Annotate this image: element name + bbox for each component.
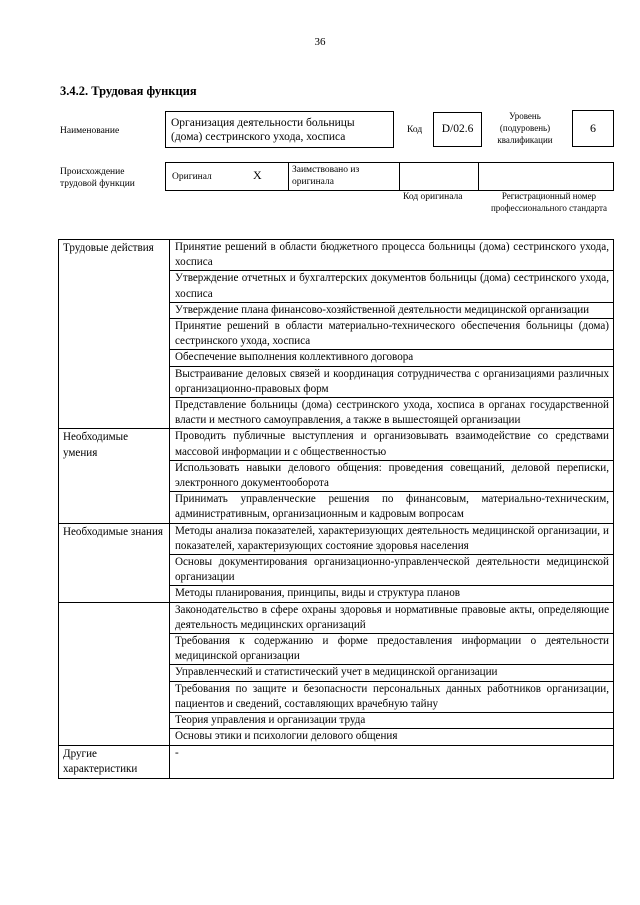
- qualification-level-value: 6: [572, 110, 614, 147]
- reg-number-label: Регистрационный номер профессионального стандарта: [490, 191, 608, 213]
- table-row: [59, 429, 614, 460]
- code-label: Код: [407, 125, 423, 135]
- actions-label: Трудовые действия: [59, 240, 170, 429]
- knowledge-label: Необходимые знания: [59, 523, 170, 602]
- knowledge-item: Законодательство в сфере охраны здоровья и нормативные правовые акты, определяющие деятельность медицинских организаций: [170, 602, 614, 633]
- table-row: [59, 240, 614, 271]
- code-value: D/02.6: [433, 112, 482, 147]
- reg-number-cell: [478, 162, 614, 191]
- skill-item: Использовать навыки делового общения: проведения совещаний, деловой переписки, электронного документооборота: [170, 460, 614, 491]
- table-row: [59, 602, 614, 633]
- action-item: Представление больницы (дома) сестринского ухода, хосписа в органах государственной власти и местного самоуправления, а также в вышестоящей организации: [170, 398, 614, 429]
- action-item: Принятие решений в области бюджетного процесса больницы (дома) сестринского ухода, хосписа: [170, 240, 614, 271]
- action-item: Утверждение отчетных и бухгалтерских документов больницы (дома) сестринского ухода, хосписа: [170, 271, 614, 302]
- knowledge-item: Требования к содержанию и форме предоставления информации о деятельности медицинской организации: [170, 634, 614, 665]
- knowledge-item: Требования по защите и безопасности персональных данных работников организации, пациентов и сведений, составляющих врачебную тайну: [170, 681, 614, 712]
- section-title: 3.4.2. Трудовая функция: [60, 84, 197, 98]
- skill-item: Проводить публичные выступления и организовывать взаимодействие со средствами массовой информации и с общественностью: [170, 429, 614, 460]
- skill-item: Принимать управленческие решения по финансовым, материально-техническим, административным, организационным и кадровым вопросам: [170, 492, 614, 523]
- name-value: Организация деятельности больницы (дома) сестринского ухода, хосписа: [165, 111, 394, 148]
- skills-label: Необходимые умения: [59, 429, 170, 523]
- table-row: [59, 745, 614, 778]
- origin-label: Происхождение трудовой функции: [60, 167, 135, 189]
- knowledge-item: Методы планирования, принципы, виды и структура планов: [170, 586, 614, 602]
- page-number: 36: [314, 36, 326, 48]
- original-code-label: Код оригинала: [403, 192, 463, 202]
- knowledge-item: Основы документирования организационно-управленческой деятельности медицинской организации: [170, 555, 614, 586]
- action-item: Выстраивание деловых связей и координация сотрудничества с организациями различных организационно-правовых форм: [170, 366, 614, 397]
- table-row: [59, 523, 614, 554]
- action-item: Принятие решений в области материально-технического обеспечения больницы (дома) сестринского ухода, хосписа: [170, 319, 614, 350]
- borrowed-label: Заимствовано из оригинала: [292, 165, 360, 187]
- knowledge-item: Теория управления и организации труда: [170, 713, 614, 729]
- name-label: Наименование: [60, 126, 120, 136]
- knowledge-continued-cell: [59, 602, 170, 745]
- action-item: Обеспечение выполнения коллективного договора: [170, 350, 614, 366]
- other-value: -: [170, 745, 614, 778]
- original-label: Оригинал: [172, 172, 212, 182]
- qualification-level-label: Уровень (подуровень) квалификации: [497, 111, 553, 145]
- action-item: Утверждение плана финансово-хозяйственной деятельности медицинской организации: [170, 302, 614, 318]
- knowledge-item: Основы этики и психологии делового общения: [170, 729, 614, 745]
- knowledge-item: Управленческий и статистический учет в медицинской организации: [170, 665, 614, 681]
- knowledge-item: Методы анализа показателей, характеризующих деятельность медицинской организации, и показателей, характеризующих состояние здоровья населения: [170, 523, 614, 554]
- original-code-cell: [399, 162, 479, 191]
- function-table: [58, 239, 614, 779]
- original-mark: X: [253, 168, 262, 182]
- other-label: Другие характеристики: [59, 745, 170, 778]
